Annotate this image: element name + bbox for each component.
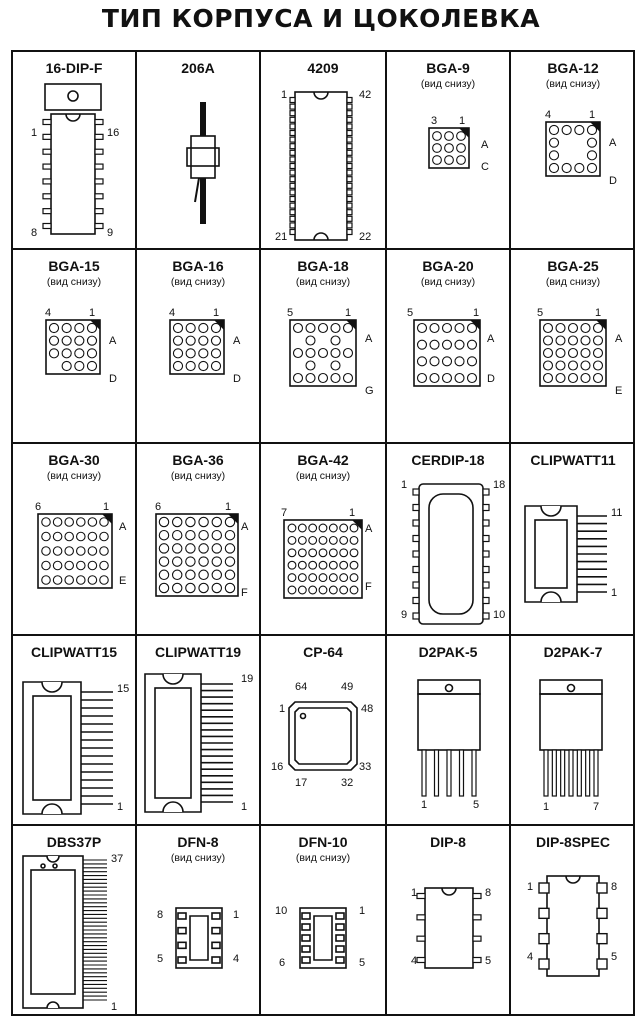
pin-label: 21 — [275, 231, 288, 243]
package-drawing — [137, 444, 259, 634]
pin-label: 49 — [341, 681, 354, 693]
package-cell-cp-64 — [261, 636, 385, 824]
package-drawing — [137, 636, 259, 824]
package-cell-bga-16 — [137, 250, 259, 442]
pin-label: 6 — [279, 957, 286, 969]
pin-label: A — [365, 333, 373, 345]
package-cell-bga-20 — [387, 250, 509, 442]
package-name: DFN-8 — [177, 834, 219, 850]
pin-label: 1 — [473, 307, 480, 319]
package-cell-206a — [137, 52, 259, 248]
package-cell-clipwatt19 — [137, 636, 259, 824]
package-drawing — [13, 250, 135, 442]
package-drawing — [137, 826, 259, 1016]
pin-label: A — [487, 333, 495, 345]
package-name: D2PAK-5 — [418, 644, 478, 660]
package-cell-16-dip-f — [13, 52, 135, 248]
package-name: BGA-36 — [172, 452, 224, 468]
pin-label: 1 — [421, 799, 428, 811]
package-name: BGA-16 — [172, 258, 224, 274]
pin-label: 22 — [359, 231, 372, 243]
pin-label: 18 — [493, 479, 506, 491]
pin-label: D — [487, 373, 495, 385]
package-cell-bga-30 — [13, 444, 135, 634]
package-cell-d2pak-5 — [387, 636, 509, 824]
package-name: BGA-12 — [547, 60, 599, 76]
pin-label: 64 — [295, 681, 308, 693]
package-cell-bga-18 — [261, 250, 385, 442]
package-drawing — [261, 826, 385, 1016]
package-name: CLIPWATT19 — [154, 644, 242, 660]
pin-label: 9 — [107, 227, 114, 239]
package-name: CLIPWATT11 — [530, 452, 616, 468]
package-grid — [11, 50, 635, 1016]
pin-label: 15 — [117, 683, 130, 695]
package-name: BGA-15 — [48, 258, 100, 274]
package-name: BGA-30 — [48, 452, 100, 468]
package-drawing — [387, 250, 509, 442]
pin-label: 1 — [589, 109, 596, 121]
package-cell-cerdip-18 — [387, 444, 509, 634]
pin-label: 17 — [295, 777, 308, 789]
package-cell-dfn-8 — [137, 826, 259, 1016]
pin-label: 48 — [361, 703, 374, 715]
package-name: BGA-25 — [547, 258, 599, 274]
package-name: 206A — [181, 60, 215, 76]
pin-label: 1 — [225, 501, 232, 513]
pin-label: 7 — [281, 507, 288, 519]
pin-label: E — [119, 575, 127, 587]
package-view-note: (вид снизу) — [170, 852, 226, 864]
package-view-note: (вид снизу) — [46, 276, 102, 288]
package-drawing — [13, 636, 135, 824]
package-drawing — [511, 52, 635, 248]
package-drawing — [387, 636, 509, 824]
pin-label: A — [233, 335, 241, 347]
pin-label: F — [241, 587, 248, 599]
package-name: BGA-20 — [422, 258, 474, 274]
pin-label: C — [481, 161, 489, 173]
pin-label: D — [109, 373, 117, 385]
pin-label: 1 — [103, 501, 110, 513]
pin-label: 5 — [157, 953, 164, 965]
pin-label: 1 — [543, 801, 550, 813]
package-cell-4209 — [261, 52, 385, 248]
pin-label: G — [365, 385, 374, 397]
pin-label: 5 — [611, 951, 618, 963]
pin-label: 1 — [233, 909, 240, 921]
pin-label: A — [241, 521, 249, 533]
pin-label: 1 — [241, 801, 248, 813]
package-drawing — [261, 636, 385, 824]
pin-label: 1 — [349, 507, 356, 519]
pin-label: 11 — [611, 507, 623, 519]
pin-label: 37 — [111, 853, 124, 865]
package-view-note: (вид снизу) — [545, 78, 601, 90]
pin-label: E — [615, 385, 623, 397]
package-name: DBS37P — [46, 834, 102, 850]
package-drawing — [511, 636, 635, 824]
package-drawing — [511, 444, 635, 634]
package-drawing — [261, 250, 385, 442]
pin-label: 5 — [407, 307, 414, 319]
package-name: CLIPWATT15 — [30, 644, 118, 660]
package-cell-clipwatt15 — [13, 636, 135, 824]
pin-label: 9 — [401, 609, 408, 621]
pin-label: 5 — [485, 955, 492, 967]
pin-label: 5 — [537, 307, 544, 319]
pin-label: D — [233, 373, 241, 385]
pin-label: 4 — [233, 953, 240, 965]
package-drawing — [387, 444, 509, 634]
pin-label: 6 — [155, 501, 162, 513]
package-drawing — [13, 444, 135, 634]
package-view-note: (вид снизу) — [545, 276, 601, 288]
package-cell-bga-36 — [137, 444, 259, 634]
page-title: ТИП КОРПУСА И ЦОКОЛЕВКА — [101, 4, 541, 33]
pin-label: 1 — [595, 307, 602, 319]
pin-label: 1 — [281, 89, 288, 101]
pin-label: 4 — [411, 955, 418, 967]
package-cell-d2pak-7 — [511, 636, 635, 824]
pin-label: 1 — [117, 801, 124, 813]
package-drawing — [387, 826, 509, 1016]
package-view-note: (вид снизу) — [295, 276, 351, 288]
pin-label: 8 — [485, 887, 492, 899]
pin-label: 1 — [111, 1001, 118, 1013]
package-name: BGA-9 — [426, 60, 470, 76]
pin-label: 1 — [279, 703, 286, 715]
pin-label: 16 — [107, 127, 120, 139]
pin-label: 1 — [527, 881, 534, 893]
pin-label: 6 — [35, 501, 42, 513]
pin-label: 4 — [45, 307, 52, 319]
pin-label: 8 — [157, 909, 164, 921]
pin-label: 8 — [611, 881, 618, 893]
package-name: 16-DIP-F — [45, 60, 103, 76]
pin-label: 8 — [31, 227, 38, 239]
pin-label: 1 — [611, 587, 618, 599]
pin-label: A — [481, 139, 489, 151]
package-drawing — [13, 52, 135, 248]
package-cell-dbs37p — [13, 826, 135, 1016]
package-drawing — [511, 826, 635, 1016]
pin-label: 1 — [359, 905, 366, 917]
pin-label: 4 — [545, 109, 552, 121]
pin-label: 10 — [275, 905, 288, 917]
pin-label: 1 — [31, 127, 38, 139]
package-name: DIP-8SPEC — [536, 834, 610, 850]
package-drawing — [137, 250, 259, 442]
package-view-note: (вид снизу) — [46, 470, 102, 482]
package-cell-bga-25 — [511, 250, 635, 442]
package-cell-bga-42 — [261, 444, 385, 634]
package-name: 4209 — [307, 60, 339, 76]
pin-label: 3 — [431, 115, 438, 127]
pin-label: D — [609, 175, 617, 187]
pin-label: 1 — [459, 115, 466, 127]
package-name: DFN-10 — [298, 834, 348, 850]
package-view-note: (вид снизу) — [170, 276, 226, 288]
package-name: DIP-8 — [430, 834, 466, 850]
pin-label: 5 — [473, 799, 480, 811]
pin-label: 1 — [401, 479, 408, 491]
package-cell-clipwatt11 — [511, 444, 635, 634]
package-view-note: (вид снизу) — [295, 470, 351, 482]
pin-label: 7 — [593, 801, 600, 813]
pin-label: 5 — [359, 957, 366, 969]
pin-label: 4 — [169, 307, 176, 319]
pin-label: A — [365, 523, 373, 535]
package-view-note: (вид снизу) — [295, 852, 351, 864]
package-drawing — [387, 52, 509, 248]
pin-label: 1 — [89, 307, 96, 319]
package-drawing — [137, 52, 259, 248]
pin-label: 1 — [213, 307, 220, 319]
pin-label: 16 — [271, 761, 284, 773]
pin-label: 5 — [287, 307, 294, 319]
package-name: BGA-42 — [297, 452, 349, 468]
package-drawing — [261, 52, 385, 248]
pin-label: 1 — [411, 887, 418, 899]
package-cell-dip-8spec — [511, 826, 635, 1016]
pin-label: 33 — [359, 761, 372, 773]
package-view-note: (вид снизу) — [420, 78, 476, 90]
pin-label: 42 — [359, 89, 372, 101]
pin-label: 1 — [345, 307, 352, 319]
package-cell-dfn-10 — [261, 826, 385, 1016]
pin-label: A — [609, 137, 617, 149]
package-name: CP-64 — [303, 644, 343, 660]
package-cell-dip-8 — [387, 826, 509, 1016]
package-name: D2PAK-7 — [543, 644, 603, 660]
package-cell-bga-9 — [387, 52, 509, 248]
pin-label: 10 — [493, 609, 506, 621]
pin-label: 19 — [241, 673, 254, 685]
package-view-note: (вид снизу) — [420, 276, 476, 288]
package-drawing — [511, 250, 635, 442]
pin-label: A — [615, 333, 623, 345]
pin-label: A — [109, 335, 117, 347]
package-view-note: (вид снизу) — [170, 470, 226, 482]
package-cell-bga-12 — [511, 52, 635, 248]
pin-label: 4 — [527, 951, 534, 963]
package-cell-bga-15 — [13, 250, 135, 442]
pin-label: 32 — [341, 777, 354, 789]
package-name: CERDIP-18 — [411, 452, 485, 468]
package-name: BGA-18 — [297, 258, 349, 274]
pin-label: A — [119, 521, 127, 533]
package-drawing — [261, 444, 385, 634]
pin-label: F — [365, 581, 372, 593]
